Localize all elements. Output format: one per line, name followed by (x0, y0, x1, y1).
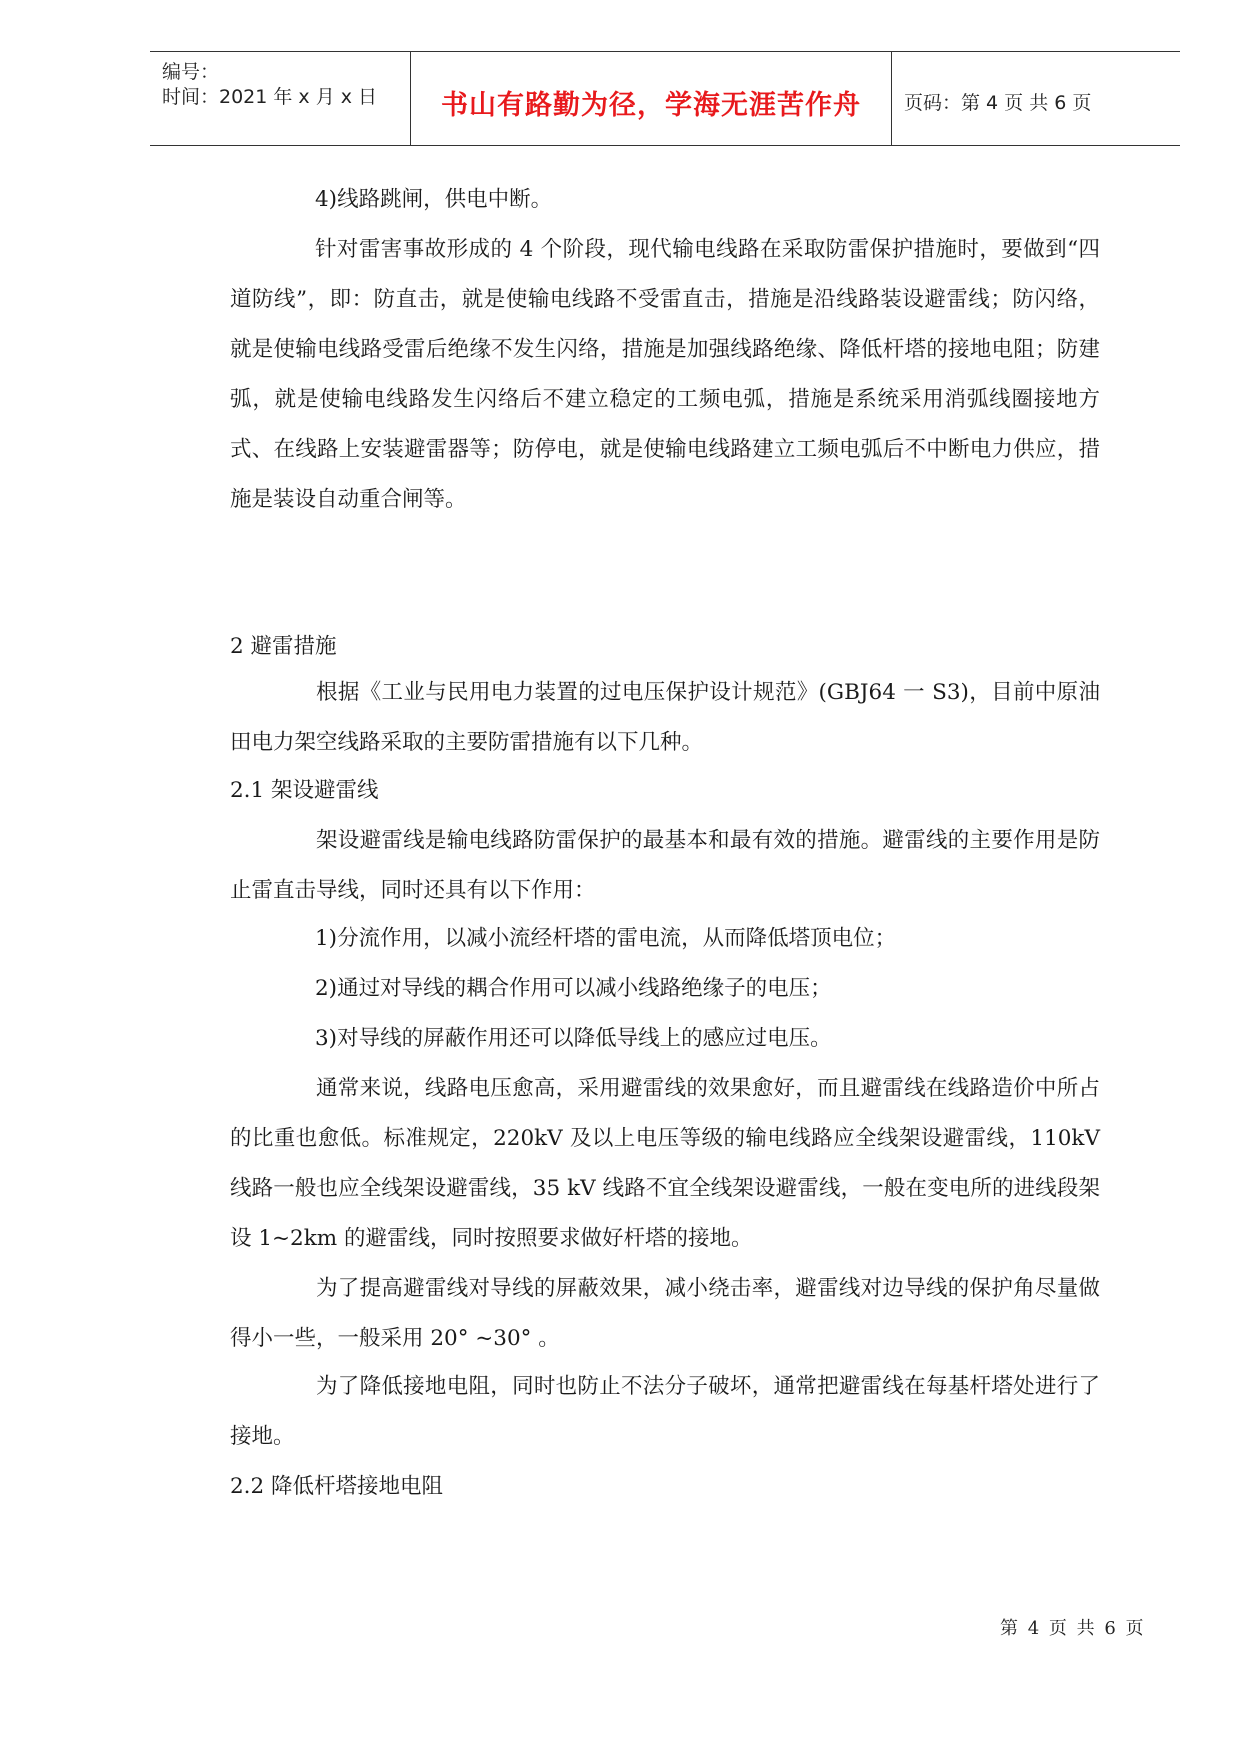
header-right-cell (892, 52, 1180, 145)
paragraph-voltage-levels: 通常来说，线路电压愈高，采用避雷线的效果愈好，而且避雷线在线路造价中所占的比重也愈低。标准规定，220kV 及以上电压等级的输电线路应全线架设避雷线，110kV 线路一般也应全线架设避雷线，35 kV 线路不宜全线架设避雷线，一般在变电所的进线段架设 1~2km 的避雷线，同时按照要求做好杆塔的接地。 (230, 1076, 1100, 1251)
paragraph-four-defenses: 针对雷害事故形成的 4 个阶段，现代输电线路在采取防雷保护措施时，要做到“四道防线”，即：防直击，就是使输电线路不受雷直击，措施是沿线路装设避雷线；防闪络，就是使输电线路受雷后绝缘不发生闪络，措施是加强线路绝缘、降低杆塔的接地电阻；防建弧，就是使输电线路发生闪络后不建立稳定的工频电弧，措施是系统采用消弧线圈接地方式、在线路上安装避雷器等；防停电，就是使输电线路建立工频电弧后不中断电力供应，措施是装设自动重合闸等。 (230, 237, 1100, 512)
paragraph-ground-wire: 架设避雷线是输电线路防雷保护的最基本和最有效的措施。避雷线的主要作用是防止雷直击导线，同时还具有以下作用： (230, 828, 1100, 903)
header-motto-cell (410, 52, 892, 145)
list-item-coupling: 2)通过对导线的耦合作用可以减小线路绝缘子的电压； (315, 976, 832, 1001)
heading-section-2-2: 2.2 降低杆塔接地电阻 (230, 1474, 444, 1499)
header-page-label: 页码：第 4 页 共 6 页 (904, 92, 1092, 114)
header-motto: 书山有路勤为径，学海无涯苦作舟 (441, 90, 861, 121)
paragraph-grounding: 为了降低接地电阻，同时也防止不法分子破坏，通常把避雷线在每基杆塔处进行了接地。 (230, 1374, 1100, 1449)
heading-section-2-1: 2.1 架设避雷线 (230, 778, 379, 803)
header-left-cell (150, 52, 410, 145)
paragraph-line-trip: 4)线路跳闸，供电中断。 (315, 187, 553, 212)
paragraph-protection-angle: 为了提高避雷线对导线的屏蔽效果，减小绕击率，避雷线对边导线的保护角尽量做得小一些，一般采用 20° ~30° 。 (230, 1276, 1100, 1351)
list-item-shunt: 1)分流作用，以减小流经杆塔的雷电流，从而降低塔顶电位； (315, 926, 897, 951)
list-item-shielding: 3)对导线的屏蔽作用还可以降低导线上的感应过电压。 (315, 1026, 832, 1051)
page-header (150, 51, 1180, 146)
heading-section-2: 2 避雷措施 (230, 634, 337, 659)
page-footer: 第 4 页 共 6 页 (1000, 1618, 1146, 1639)
paragraph-standard: 根据《工业与民用电力装置的过电压保护设计规范》(GBJ64 一 S3)，目前中原油田电力架空线路采取的主要防雷措施有以下几种。 (230, 680, 1100, 755)
serial-label: 编号： (162, 61, 220, 83)
date-label: 时间：2021 年 x 月 x 日 (162, 86, 378, 108)
